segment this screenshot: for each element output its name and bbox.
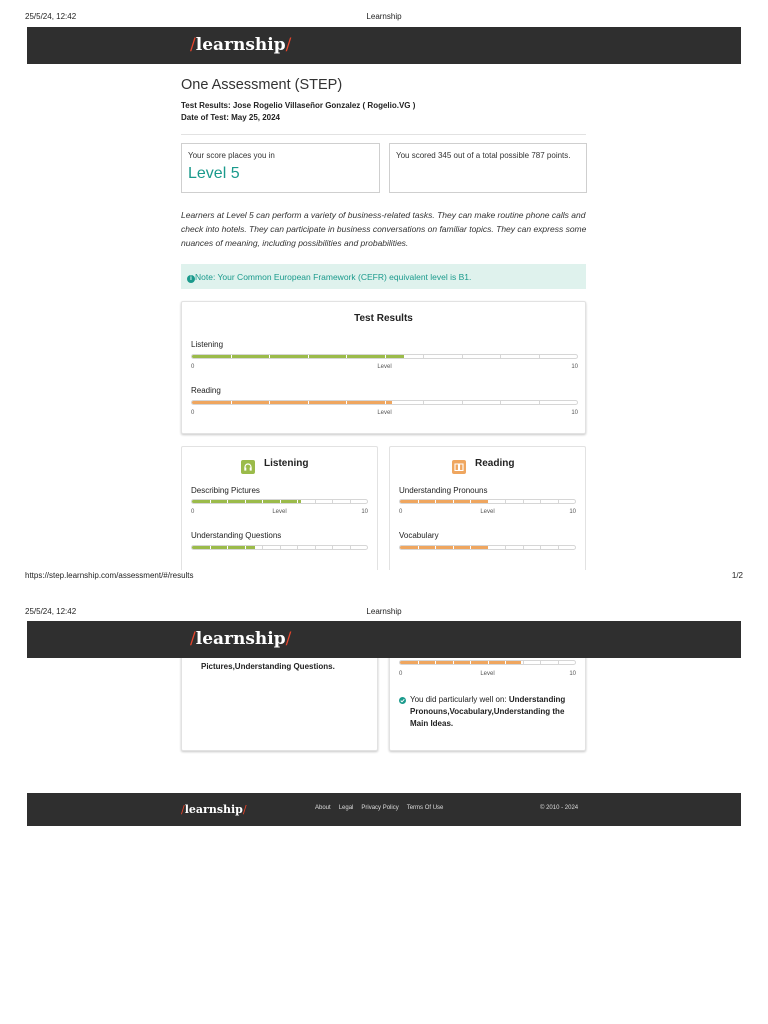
listening-card (181, 446, 378, 570)
reading-scale: 0 Level 10 (191, 410, 578, 416)
reading-feedback: You did particularly well on: Understanding Pronouns,Vocabulary,Understanding the Main Ideas. (410, 695, 566, 728)
bar-tick (558, 546, 559, 549)
footer-link-terms[interactable]: Terms Of Use (406, 805, 444, 811)
bar-tick (385, 401, 386, 404)
skill-scale: 0 Level 10 (191, 509, 368, 515)
bar-fill (192, 500, 301, 503)
bar-tick (470, 661, 471, 664)
bar-tick (505, 546, 506, 549)
info-icon: i (187, 275, 195, 283)
main-ideas-bar (399, 660, 576, 665)
bar-fill (192, 355, 404, 358)
bar-tick (280, 500, 281, 503)
divider (181, 134, 586, 135)
level-value: Level 5 (188, 165, 240, 182)
bar-tick (488, 500, 489, 503)
bar-tick (308, 355, 309, 358)
print-date: 25/5/24, 12:42 (25, 607, 77, 616)
bar-tick (558, 500, 559, 503)
footer-link-privacy[interactable]: Privacy Policy (361, 805, 399, 811)
bar-tick (350, 500, 351, 503)
bar-tick (332, 500, 333, 503)
bar-tick (210, 546, 211, 549)
bar-tick (385, 355, 386, 358)
bar-tick (227, 546, 228, 549)
top-navbar (27, 27, 741, 64)
bar-tick (453, 661, 454, 664)
test-results-line: Test Results: Jose Rogelio Villaseñor Gonzalez ( Rogelio.VG ) (181, 101, 416, 110)
bar-tick (453, 546, 454, 549)
headphones-icon (241, 460, 255, 474)
bar-tick (505, 661, 506, 664)
bar-fill (192, 546, 255, 549)
bar-tick (539, 401, 540, 404)
reading-label: Reading (191, 386, 221, 395)
bar-fill (400, 546, 489, 549)
bar-tick (231, 401, 232, 404)
bar-tick (210, 500, 211, 503)
book-icon (452, 460, 466, 474)
reading-card-title: Reading (475, 458, 515, 469)
bar-tick (462, 401, 463, 404)
bar-tick (540, 661, 541, 664)
print-page-number: 1/2 (731, 571, 743, 580)
print-date: 25/5/24, 12:42 (25, 12, 77, 21)
skill-scale: 0 Level 10 (399, 509, 576, 515)
top-navbar-page2 (27, 621, 741, 658)
skill-label: Vocabulary (399, 531, 439, 540)
bar-tick (470, 546, 471, 549)
bar-tick (540, 546, 541, 549)
bar-tick (262, 500, 263, 503)
listening-card-title: Listening (264, 458, 309, 469)
understanding-pronouns-bar (399, 499, 576, 504)
bar-tick (280, 546, 281, 549)
skill-label: Understanding Pronouns (399, 486, 488, 495)
bar-tick (488, 661, 489, 664)
page-title: One Assessment (STEP) (181, 77, 343, 93)
bar-tick (558, 661, 559, 664)
reading-level-bar (191, 400, 578, 405)
test-results-card (181, 301, 586, 434)
test-results-title: Test Results (354, 313, 413, 324)
bar-tick (297, 546, 298, 549)
bar-tick (231, 355, 232, 358)
print-url: https://step.learnship.com/assessment/#/results (25, 571, 194, 580)
bar-tick (435, 546, 436, 549)
bar-tick (245, 546, 246, 549)
bar-tick (505, 500, 506, 503)
bar-tick (523, 500, 524, 503)
bar-tick (500, 401, 501, 404)
bar-tick (418, 500, 419, 503)
bar-tick (269, 401, 270, 404)
bar-tick (540, 500, 541, 503)
bar-tick (423, 401, 424, 404)
bar-tick (418, 661, 419, 664)
bar-tick (269, 355, 270, 358)
level-box-label: Your score places you in (188, 151, 275, 160)
bar-tick (435, 661, 436, 664)
bar-tick (523, 661, 524, 664)
bar-tick (523, 546, 524, 549)
cefr-note-text: Note: Your Common European Framework (CEFR) equivalent level is B1. (195, 272, 472, 282)
footer-link-legal[interactable]: Legal (338, 805, 354, 811)
bar-tick (435, 500, 436, 503)
bar-tick (332, 546, 333, 549)
bar-tick (423, 355, 424, 358)
points-text: You scored 345 out of a total possible 787 points. (396, 151, 571, 160)
learnship-logo[interactable]: /learnship/ (190, 35, 292, 55)
listening-level-bar (191, 354, 578, 359)
bar-tick (462, 355, 463, 358)
bar-tick (418, 546, 419, 549)
bar-tick (539, 355, 540, 358)
skill-label: Describing Pictures (191, 486, 260, 495)
bar-tick (308, 401, 309, 404)
level-description: Learners at Level 5 can perform a variety of business-related tasks. They can make routine phone calls and check into hotels. They can participate in business conversations on familiar topics. They can express some nuances of meaning, including possibilities and probabilities. (181, 210, 587, 248)
listening-feedback: Pictures,Understanding Questions. (201, 662, 335, 671)
skill-label: Understanding Questions (191, 531, 282, 540)
bar-tick (315, 546, 316, 549)
understanding-questions-bar (191, 545, 368, 550)
footer-logo[interactable]: /learnship/ (181, 803, 247, 816)
bar-tick (245, 500, 246, 503)
bar-tick (500, 355, 501, 358)
points-box (389, 143, 587, 193)
bar-tick (262, 546, 263, 549)
print-site-title: Learnship (366, 12, 402, 21)
cefr-note (181, 264, 586, 289)
learnship-logo[interactable]: /learnship/ (190, 629, 292, 649)
bar-tick (350, 546, 351, 549)
site-footer (27, 793, 741, 826)
bar-tick (453, 500, 454, 503)
bar-tick (470, 500, 471, 503)
bar-fill (192, 401, 392, 404)
bar-tick (227, 500, 228, 503)
skill-scale: 0 Level 10 (399, 671, 576, 677)
bar-fill (400, 500, 488, 503)
level-box (181, 143, 380, 193)
footer-link-about[interactable]: About (315, 805, 331, 811)
test-date-line: Date of Test: May 25, 2024 (181, 113, 281, 122)
bar-tick (488, 546, 489, 549)
listening-label: Listening (191, 340, 224, 349)
describing-pictures-bar (191, 499, 368, 504)
bar-tick (315, 500, 316, 503)
footer-copyright: © 2010 - 2024 (540, 805, 579, 811)
footer-links (315, 805, 451, 811)
vocabulary-bar (399, 545, 576, 550)
listening-scale: 0 Level 10 (191, 364, 578, 370)
reading-card (389, 446, 586, 570)
print-site-title: Learnship (366, 607, 402, 616)
bar-tick (346, 401, 347, 404)
bar-tick (297, 500, 298, 503)
check-circle-icon (399, 697, 406, 704)
bar-tick (346, 355, 347, 358)
